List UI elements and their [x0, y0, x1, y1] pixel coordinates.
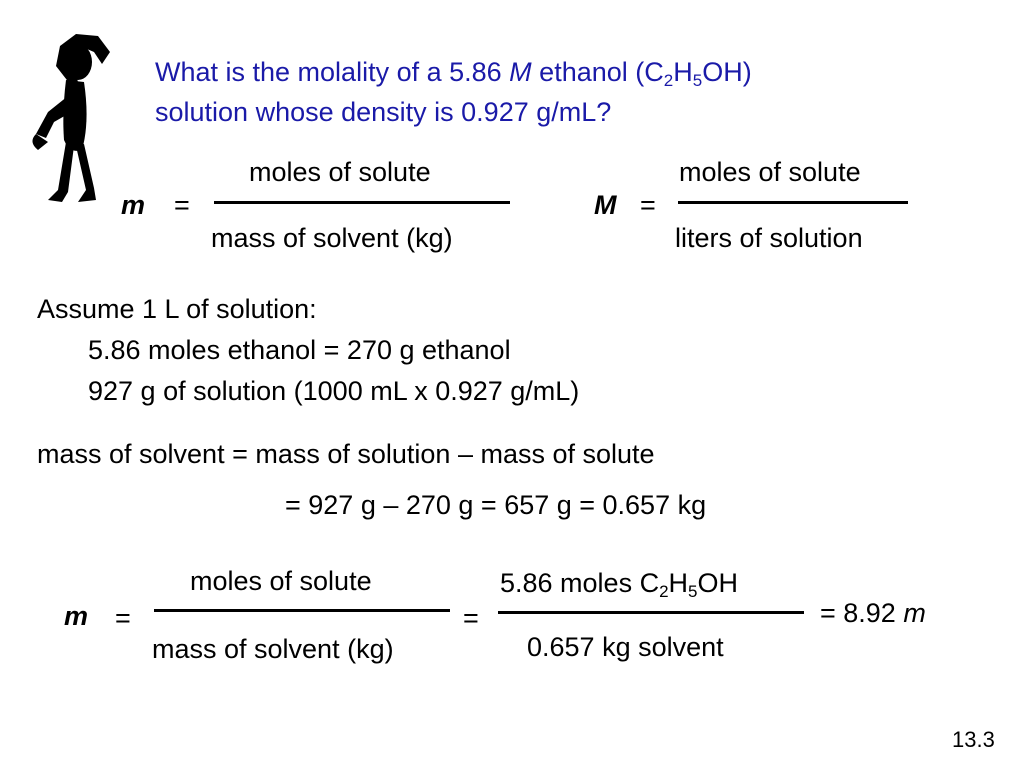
- molarity-denominator: liters of solution: [675, 223, 863, 253]
- molarity-numerator: moles of solute: [679, 157, 861, 187]
- thinking-figure-icon: [18, 22, 128, 212]
- solvent-mass-equation: mass of solvent = mass of solution – mass of solute: [37, 439, 655, 469]
- final-result: = 8.92 m: [820, 598, 926, 628]
- page-number: 13.3: [952, 727, 995, 752]
- final-result-unit: m: [903, 598, 926, 628]
- question-line-2: solution whose density is 0.927 g/mL?: [155, 97, 612, 127]
- molality-fraction-bar: [214, 201, 510, 204]
- question-text: [155, 52, 752, 132]
- question-line-1: What is the molality of a 5.86 M ethanol $(C_2H_5OH)$: [155, 57, 752, 90]
- molality-equals: =: [174, 190, 190, 220]
- molarity-symbol: M: [594, 190, 617, 220]
- final-fraction-bar-1: [154, 609, 450, 612]
- molarity-fraction-bar: [678, 201, 908, 204]
- final-equals-2: =: [463, 603, 479, 633]
- final-equals-1: =: [115, 603, 131, 633]
- final-denominator-2: 0.657 kg solvent: [527, 632, 724, 662]
- molarity-equals: =: [640, 190, 656, 220]
- ethanol-mass-line: 5.86 moles ethanol = 270 g ethanol: [88, 335, 511, 365]
- molality-symbol: m: [121, 190, 146, 220]
- final-molality-symbol: m: [64, 601, 89, 631]
- molality-denominator: mass of solvent (kg): [211, 223, 453, 253]
- final-numerator: moles of solute: [190, 566, 372, 596]
- solution-mass-line: 927 g of solution (1000 mL x 0.927 g/mL): [88, 376, 580, 406]
- final-fraction-bar-2: [498, 611, 804, 614]
- solvent-mass-calculation: = 927 g – 270 g = 657 g = 0.657 kg: [285, 490, 707, 520]
- final-denominator: mass of solvent (kg): [152, 634, 394, 664]
- molality-numerator: moles of solute: [249, 157, 431, 187]
- assume-text: Assume 1 L of solution:: [37, 294, 317, 324]
- final-numerator-2: 5.86 moles $C_2H_5OH$: [500, 568, 739, 601]
